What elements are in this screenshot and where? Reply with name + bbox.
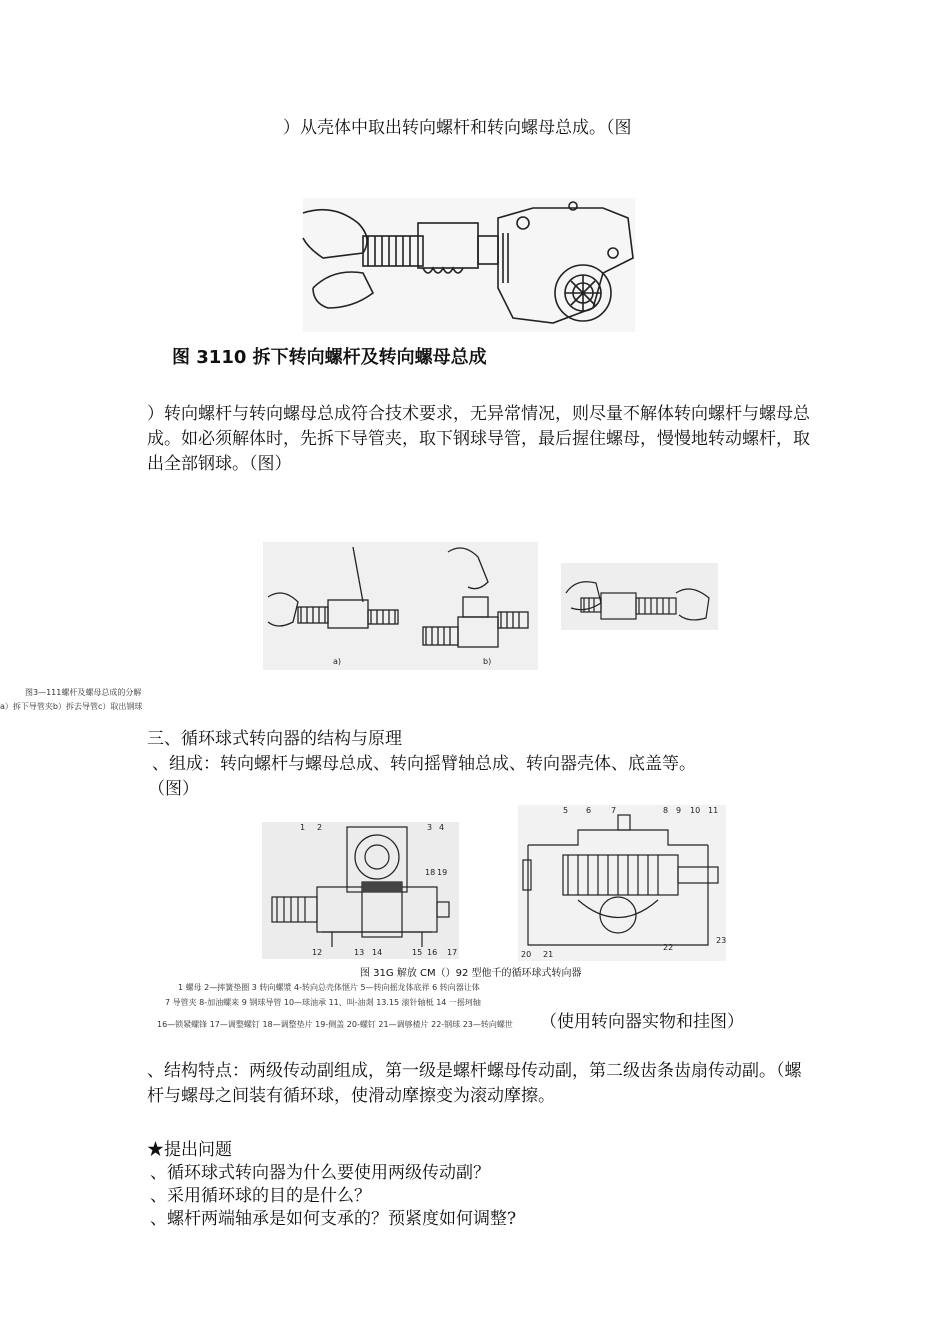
steering-gear-front-view — [518, 805, 726, 961]
callout-22: 22 — [663, 943, 674, 952]
callout-7: 7 — [611, 806, 617, 815]
features-paragraph: 、结构特点：两级传动副组成，第一级是螺杆螺母传动副，第二级齿条齿扇传动副。（螺杆与螺母之间装有循环球，使滑动摩擦变为滚动摩擦。 — [147, 1061, 802, 1106]
callout-8: 8 — [663, 806, 669, 815]
callout-13: 13 — [354, 948, 365, 957]
composition-figure-ref: （图） — [148, 779, 199, 799]
callout-5: 5 — [563, 806, 569, 815]
legend-line-2: 7 导管夹 8-加油螺来 9 钢球导管 10—球油承 11、叫-油剡 13.15 滚针轴柢 14 一摇珂轴 — [165, 998, 481, 1007]
front-view-diagram — [518, 805, 726, 961]
callout-12: 12 — [312, 948, 323, 957]
callout-21: 21 — [543, 950, 554, 959]
composition-line: 、组成：转向螺杆与螺母总成、转向摇臂轴总成、转向器壳体、底盖等。 — [152, 754, 696, 774]
callout-23: 23 — [716, 936, 727, 945]
figure-caption-3110: 图 3110 拆下转向螺杆及转向螺母总成 — [172, 347, 487, 368]
section-heading: 三、循环球式转向器的结构与原理 — [147, 729, 402, 749]
questions-title: ★提出问题 — [147, 1140, 232, 1160]
legend-line-1: 1 螺母 2—摔簧垫圈 3 转向螺漿 4-转向总壳体惬片 5—转向摇龙体底祥 6 转向器让体 — [178, 983, 480, 992]
question-item-3: 、螺杆两端轴承是如何支承的？预紧度如何调整? — [150, 1209, 517, 1229]
side-view-diagram — [262, 822, 459, 959]
disassembly-c-illustration — [561, 563, 718, 630]
callout-16: 16 — [427, 948, 438, 957]
disassembly-figure-ab — [263, 542, 538, 670]
callout-20: 20 — [521, 950, 532, 959]
callout-6: 6 — [586, 806, 592, 815]
callout-14: 14 — [372, 948, 383, 957]
disassembly-paragraph: ）转向螺杆与转向螺母总成符合技术要求，无异常情况，则尽量不解体转向螺杆与螺母总成。如必须解体时，先拆下导管夹，取下钢球导管，最后握住螺母，慢慢地转动螺杆，取出全部钢球。（图） — [147, 404, 810, 474]
steering-screw-removal-figure — [303, 198, 635, 332]
callout-2: 2 — [317, 823, 323, 832]
figure-caption-31g: 图 31G 解放 CM（）92 型他千的循环球式转向器 — [360, 968, 582, 979]
disassembly-figure-c — [561, 563, 718, 630]
callout-4: 4 — [439, 823, 445, 832]
callout-19: 19 — [437, 868, 448, 877]
callout-15: 15 — [412, 948, 423, 957]
steering-screw-illustration — [303, 198, 635, 332]
figure-caption-3111: 图3—111螺杆及螺母总成的分解 — [25, 688, 142, 697]
usage-note: （使用转向器实物和挂图） — [540, 1012, 744, 1032]
question-item-2: 、采用循环球的目的是什么？ — [150, 1186, 371, 1206]
callout-1: 1 — [300, 823, 306, 832]
question-item-1: 、循环球式转向器为什么要使用两级传动副？ — [150, 1163, 490, 1183]
callout-9: 9 — [676, 806, 682, 815]
fig-label-a: a) — [333, 657, 342, 666]
disassembly-ab-illustration — [263, 542, 538, 670]
fig-label-b: b) — [483, 657, 492, 666]
steering-gear-side-view — [262, 822, 459, 959]
callout-18: 18 — [425, 868, 436, 877]
figure-caption-3111-sub: a）拆下导管夹b）拆去导管c）取出钢球 — [0, 702, 143, 711]
intro-line: ）从壳体中取出转向螺杆和转向螺母总成。（图 — [283, 118, 632, 138]
callout-10: 10 — [690, 806, 701, 815]
callout-17: 17 — [447, 948, 458, 957]
callout-3: 3 — [427, 823, 433, 832]
legend-line-3: 16—锁紧螺锋 17—调整螺钉 18—调整垫片 19-侧盖 20-螺钉 21—调够楂片 22-钢球 23—转向螺世 — [157, 1020, 513, 1029]
callout-11: 11 — [708, 806, 719, 815]
